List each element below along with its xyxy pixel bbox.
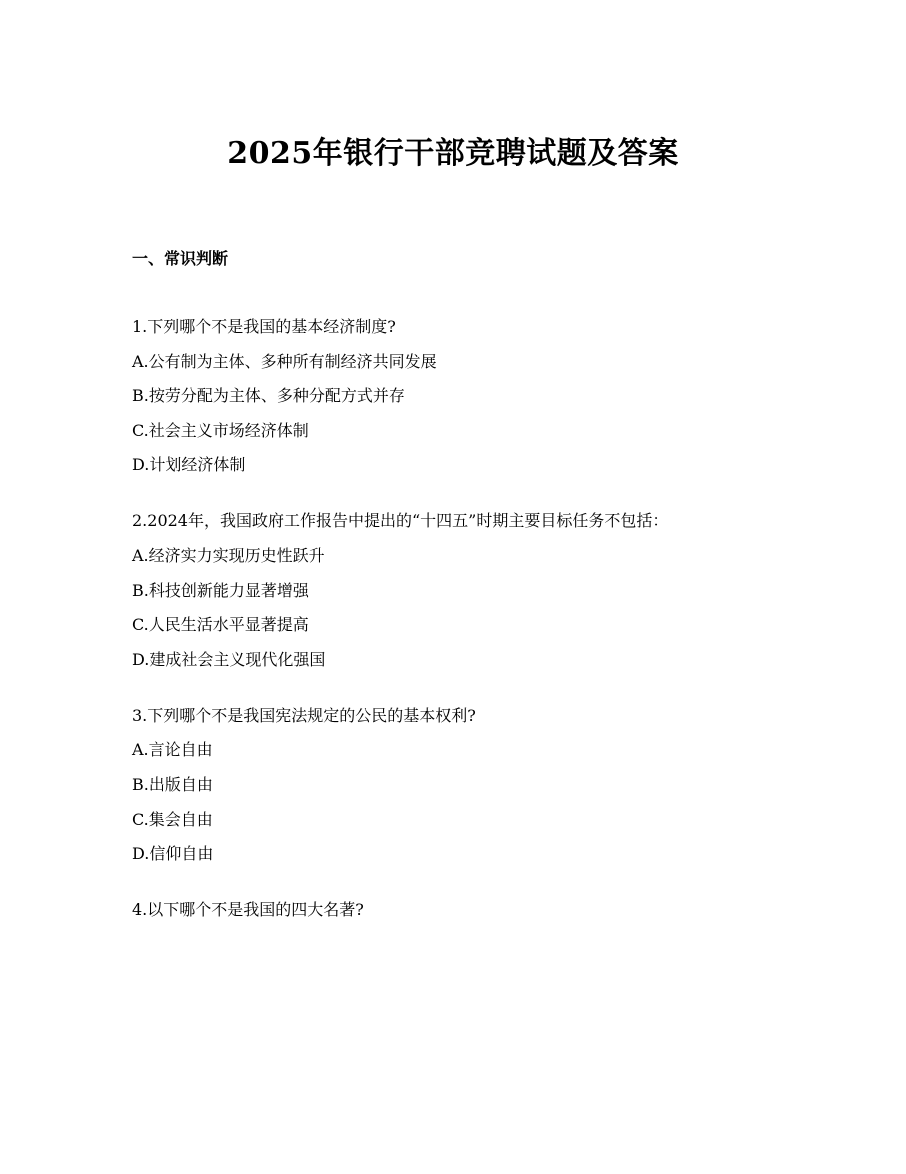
question-stem: 4.以下哪个不是我国的四大名著? [132,900,364,920]
document-title: 2025年银行干部竞聘试题及答案 [227,136,679,171]
question-1 [132,316,832,476]
question-3 [132,705,832,865]
option-c: C.社会主义市场经济体制 [132,420,309,440]
option-d: D.计划经济体制 [132,455,246,475]
question-list [132,316,832,955]
option-b: B.按劳分配为主体、多种分配方式并存 [132,386,405,406]
question-4 [132,899,832,921]
option-a: A.经济实力实现历史性跃升 [132,545,325,565]
option-b: B.出版自由 [132,774,213,794]
option-a: A.言论自由 [132,740,213,760]
question-stem: 2.2024年，我国政府工作报告中提出的“十四五”时期主要目标任务不包括： [132,511,669,531]
option-d: D.信仰自由 [132,844,214,864]
option-c: C.人民生活水平显著提高 [132,615,309,635]
option-b: B.科技创新能力显著增强 [132,580,309,600]
question-stem: 3.下列哪个不是我国宪法规定的公民的基本权利? [132,705,476,725]
option-d: D.建成社会主义现代化强国 [132,649,326,669]
question-2 [132,510,832,670]
option-c: C.集会自由 [132,809,213,829]
section-heading: 一、常识判断 [132,249,229,268]
question-stem: 1.下列哪个不是我国的基本经济制度? [132,317,396,336]
option-a: A.公有制为主体、多种所有制经济共同发展 [132,351,437,371]
